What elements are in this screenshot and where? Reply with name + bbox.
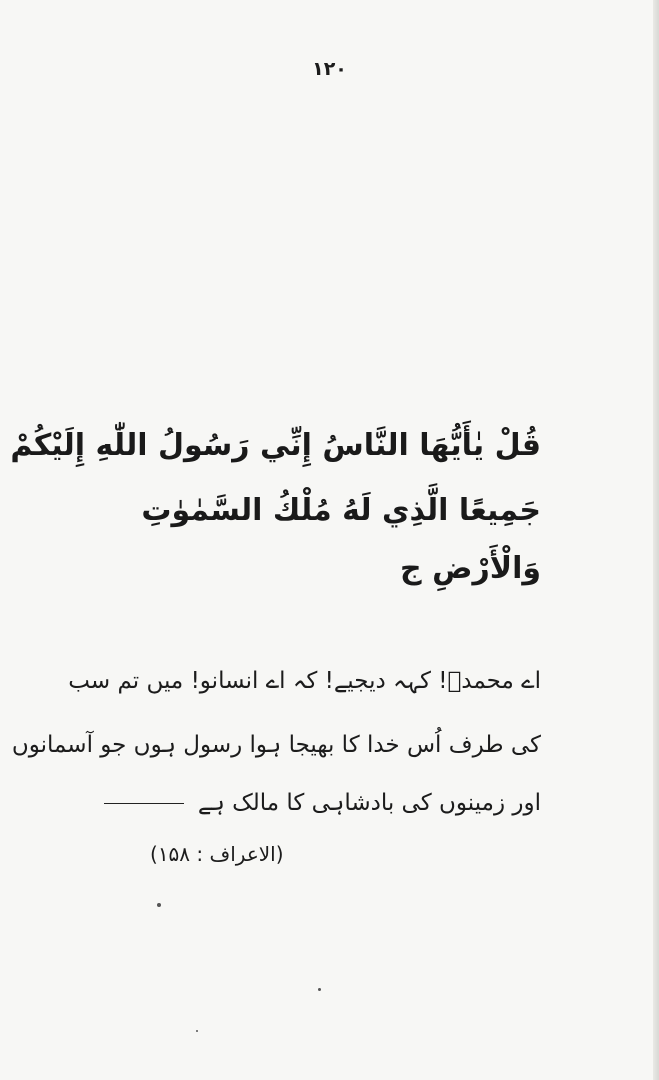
surah-reference: (الاعراف : ۱۵۸): [150, 842, 284, 866]
quran-verse-line-1: قُلْ يٰأَيُّهَا النَّاسُ إِنِّي رَسُولُ اللّٰهِ إِلَيْكُمْ: [10, 428, 541, 463]
translation-line-3-text: اور زمینوں کی بادشاہی کا مالک ہے: [197, 790, 541, 816]
dash-rule: [104, 803, 184, 804]
quran-verse-line-2: جَمِيعًا الَّذِي لَهُ مُلْكُ السَّمٰوٰتِ: [141, 493, 541, 528]
translation-line-1: اے محمدؐ! کہہ دیجیے! کہ اے انسانو! میں تم سب: [68, 668, 541, 694]
page-edge: [653, 0, 659, 1080]
quran-verse-line-3: وَالْأَرْضِ ج: [400, 551, 541, 586]
page-number: ۱۲۰: [312, 58, 347, 80]
translation-line-3: [141, 790, 541, 816]
translation-line-2: کی طرف اُس خدا کا بھیجا ہوا رسول ہوں جو آسمانوں: [11, 732, 541, 758]
print-speck: [318, 988, 321, 991]
print-speck: [157, 903, 161, 907]
print-speck: [196, 1030, 198, 1032]
